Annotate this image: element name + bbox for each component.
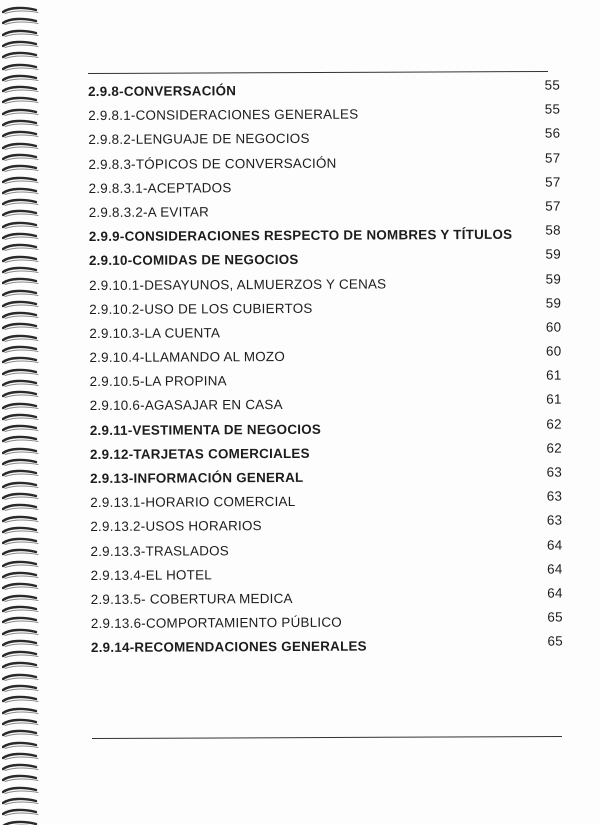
binding-coil bbox=[2, 277, 42, 286]
binding-coil bbox=[2, 289, 42, 298]
toc-entry bbox=[89, 271, 569, 298]
spiral-binding bbox=[0, 0, 48, 825]
binding-coil bbox=[2, 413, 42, 422]
toc-entry bbox=[90, 537, 570, 564]
binding-coil bbox=[2, 752, 42, 761]
binding-coil bbox=[2, 718, 42, 727]
toc-entry-label: 2.9.13.4-EL HOTEL bbox=[90, 567, 212, 583]
binding-coil bbox=[2, 786, 42, 795]
binding-coil bbox=[2, 481, 42, 490]
binding-coil bbox=[2, 311, 42, 320]
toc-entry-label: 2.9.10.3-LA CUENTA bbox=[89, 325, 221, 341]
toc-entry bbox=[91, 585, 571, 612]
toc-entry-page-number: 63 bbox=[546, 512, 563, 528]
binding-coil bbox=[2, 266, 42, 275]
toc-entry-page-number: 60 bbox=[545, 319, 562, 335]
toc-entry-page-number: 62 bbox=[546, 440, 562, 456]
binding-coil bbox=[2, 537, 42, 546]
toc-entry-label: 2.9.11-VESTIMENTA DE NEGOCIOS bbox=[89, 421, 322, 438]
binding-coil bbox=[2, 458, 42, 467]
toc-entry-page-number: 64 bbox=[546, 537, 563, 553]
toc-entry-page-number: 57 bbox=[545, 174, 561, 190]
toc-entry-page-number: 65 bbox=[547, 633, 563, 649]
toc-entry bbox=[88, 126, 568, 153]
toc-entry bbox=[90, 416, 570, 443]
toc-entry-label: 2.9.13.5- COBERTURA MEDICA bbox=[90, 590, 293, 607]
binding-coil bbox=[2, 616, 42, 625]
toc-entry-label: 2.9.10.6-AGASAJAR EN CASA bbox=[89, 397, 283, 414]
binding-coil bbox=[2, 379, 42, 388]
toc-entry bbox=[89, 174, 569, 201]
binding-coil bbox=[2, 548, 42, 557]
binding-coil bbox=[2, 334, 42, 343]
toc-entry-label: 2.9.8-CONVERSACIÓN bbox=[88, 83, 237, 99]
toc-entry-page-number: 64 bbox=[547, 585, 563, 601]
binding-coil bbox=[2, 560, 42, 569]
binding-coil bbox=[2, 492, 42, 501]
binding-coil bbox=[2, 435, 42, 444]
toc-entry bbox=[89, 319, 569, 346]
binding-coil bbox=[2, 774, 42, 783]
toc-entry-page-number: 58 bbox=[545, 222, 561, 238]
toc-entry-page-number: 63 bbox=[546, 488, 563, 504]
toc-entry-label: 2.9.13-INFORMACIÓN GENERAL bbox=[90, 469, 304, 486]
binding-coil bbox=[2, 85, 42, 94]
toc-entry-page-number: 59 bbox=[545, 295, 562, 311]
toc-entry-label: 2.9.10.1-DESAYUNOS, ALMUERZOS Y CENAS bbox=[89, 275, 387, 293]
toc-entry-page-number: 59 bbox=[545, 271, 562, 287]
toc-entry bbox=[90, 392, 570, 419]
toc-entry-page-number: 63 bbox=[546, 464, 563, 480]
toc-entry-label: 2.9.13.3-TRASLADOS bbox=[90, 542, 229, 559]
binding-coil bbox=[2, 797, 42, 806]
binding-coil bbox=[2, 684, 42, 693]
binding-coil bbox=[2, 469, 42, 478]
toc-entry bbox=[89, 247, 569, 274]
binding-coil bbox=[2, 153, 42, 162]
toc-entry-label: 2.9.10.2-USO DE LOS CUBIERTOS bbox=[89, 300, 313, 317]
top-rule bbox=[88, 71, 548, 74]
toc-entry-page-number: 57 bbox=[544, 150, 561, 166]
binding-coil bbox=[2, 74, 42, 83]
toc-entry-label: 2.9.8.3.1-ACEPTADOS bbox=[88, 180, 232, 196]
toc-entry bbox=[90, 489, 570, 516]
binding-coil bbox=[2, 119, 42, 128]
binding-coil bbox=[2, 402, 42, 411]
toc-entry-page-number: 64 bbox=[547, 561, 563, 577]
toc-entry bbox=[90, 464, 570, 491]
binding-coil bbox=[2, 6, 42, 15]
binding-coil bbox=[2, 243, 42, 252]
toc-entry-label: 2.9.10.5-LA PROPINA bbox=[89, 373, 227, 390]
toc-entry bbox=[90, 368, 570, 395]
table-of-contents bbox=[88, 77, 571, 660]
binding-coil bbox=[2, 729, 42, 738]
toc-entry-label: 2.9.13.6-COMPORTAMIENTO PÚBLICO bbox=[90, 614, 342, 632]
binding-coil bbox=[2, 390, 42, 399]
binding-coil bbox=[2, 255, 42, 264]
binding-coil bbox=[2, 187, 42, 196]
binding-coil bbox=[2, 571, 42, 580]
toc-entry-page-number: 59 bbox=[545, 246, 561, 262]
binding-coil bbox=[2, 221, 42, 230]
binding-coil bbox=[2, 447, 42, 456]
toc-entry-label: 2.9.10.4-LLAMANDO AL MOZO bbox=[89, 349, 286, 366]
toc-entry-page-number: 61 bbox=[546, 367, 562, 383]
binding-coil bbox=[2, 707, 42, 716]
toc-entry bbox=[91, 561, 571, 588]
binding-coil bbox=[2, 424, 42, 433]
binding-coil bbox=[2, 29, 42, 38]
toc-entry-label: 2.9.9-CONSIDERACIONES RESPECTO DE NOMBRES Y TÍTULOS bbox=[88, 226, 513, 245]
binding-coil bbox=[2, 515, 42, 524]
binding-coil bbox=[2, 628, 42, 637]
toc-entry-page-number: 61 bbox=[546, 391, 562, 408]
binding-coil bbox=[2, 96, 42, 105]
toc-entry bbox=[89, 295, 569, 322]
binding-coil bbox=[2, 40, 42, 49]
binding-coil bbox=[2, 198, 42, 207]
toc-entry bbox=[88, 77, 568, 104]
binding-coil bbox=[2, 356, 42, 365]
toc-entry-page-number: 62 bbox=[546, 416, 562, 432]
binding-coil bbox=[2, 695, 42, 704]
binding-coil bbox=[2, 164, 42, 173]
binding-coil bbox=[2, 820, 42, 825]
binding-coil bbox=[2, 209, 42, 218]
binding-coil bbox=[2, 650, 42, 659]
binding-coil bbox=[2, 605, 42, 614]
binding-coil bbox=[2, 232, 42, 241]
toc-entry bbox=[89, 223, 569, 250]
toc-entry bbox=[90, 513, 570, 540]
binding-coil bbox=[2, 673, 42, 682]
toc-entry-page-number: 57 bbox=[545, 198, 561, 214]
toc-entry bbox=[91, 610, 571, 637]
toc-entry-label: 2.9.14-RECOMENDACIONES GENERALES bbox=[90, 638, 367, 656]
toc-entry bbox=[89, 344, 569, 371]
binding-coil bbox=[2, 142, 42, 151]
binding-coil bbox=[2, 63, 42, 72]
toc-entry-page-number: 60 bbox=[545, 343, 562, 359]
binding-coil bbox=[2, 108, 42, 117]
toc-entry-label: 2.9.13.2-USOS HORARIOS bbox=[90, 518, 262, 535]
binding-coil bbox=[2, 300, 42, 309]
toc-entry bbox=[88, 102, 568, 129]
toc-entry-page-number: 65 bbox=[547, 609, 563, 625]
toc-entry-label: 2.9.12-TARJETAS COMERCIALES bbox=[89, 445, 310, 462]
binding-coil bbox=[2, 17, 42, 26]
binding-coil bbox=[2, 368, 42, 377]
toc-entry-label: 2.9.8.3.2-A EVITAR bbox=[88, 204, 210, 220]
toc-entry-label: 2.9.8.1-CONSIDERACIONES GENERALES bbox=[88, 106, 359, 124]
binding-coil bbox=[2, 582, 42, 591]
toc-entry-label: 2.9.8.3-TÓPICOS DE CONVERSACIÓN bbox=[88, 155, 337, 172]
binding-coil bbox=[2, 503, 42, 512]
binding-coil bbox=[2, 526, 42, 535]
binding-coil bbox=[2, 594, 42, 603]
toc-entry bbox=[89, 198, 569, 225]
binding-coil bbox=[2, 808, 42, 817]
toc-entry bbox=[90, 440, 570, 467]
toc-entry-label: 2.9.13.1-HORARIO COMERCIAL bbox=[90, 494, 296, 511]
toc-entry-page-number: 55 bbox=[544, 77, 561, 93]
binding-coil bbox=[2, 322, 42, 331]
toc-entry-label: 2.9.10-COMIDAS DE NEGOCIOS bbox=[88, 252, 299, 269]
toc-entry-page-number: 55 bbox=[544, 101, 561, 117]
toc-entry bbox=[91, 634, 571, 661]
bottom-rule bbox=[92, 736, 562, 739]
binding-coil bbox=[2, 741, 42, 750]
binding-coil bbox=[2, 51, 42, 60]
binding-coil bbox=[2, 661, 42, 670]
binding-coil bbox=[2, 639, 42, 648]
binding-coil bbox=[2, 176, 42, 185]
binding-coil bbox=[2, 345, 42, 354]
binding-coil bbox=[2, 763, 42, 772]
binding-coil bbox=[2, 130, 42, 139]
toc-entry bbox=[88, 150, 568, 177]
toc-entry-page-number: 56 bbox=[544, 125, 561, 141]
toc-entry-label: 2.9.8.2-LENGUAJE DE NEGOCIOS bbox=[88, 131, 310, 148]
